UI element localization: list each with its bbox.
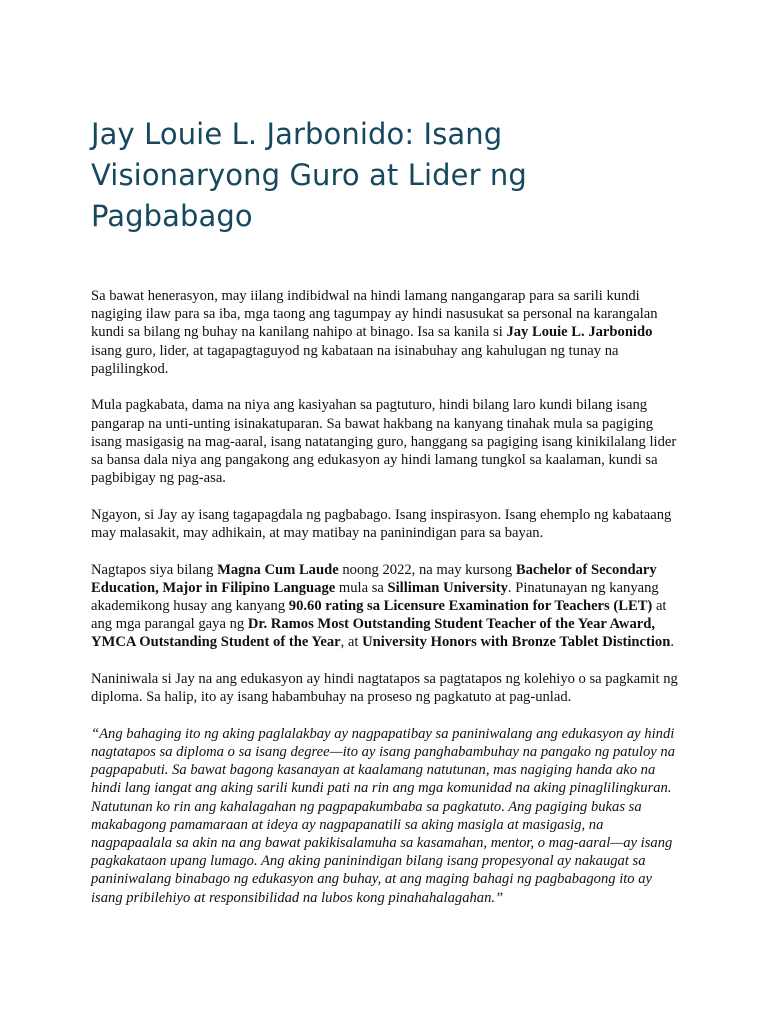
paragraph-belief: Naniniwala si Jay na ang edukasyon ay hindi nagtatapos sa pagtatapos ng kolehiyo o sa pagkamit ng diploma. Sa halip, ito ay isang habambuhay na proseso ng pagkatuto at pag-unlad. <box>91 671 678 706</box>
name-highlight: Jay Louie L. Jarbonido <box>506 324 653 341</box>
document-title: Jay Louie L. Jarbonido: Isang Visionaryong Guro at Lider ng Pagbabago <box>91 117 527 233</box>
paragraph-achievements: Nagtapos siya bilang Magna Cum Laude noong 2022, na may kursong Bachelor of Secondary Education, Major in Filipino Language mula sa Silliman University. Pinatunayan ng kanyang akademikong husay ang kanyang 90.60 rating sa Licensure Examination for Teachers (LET) at ang mga parangal gaya ng Dr. Ramos Most Outstanding Student Teacher of the Year Award, YMCA Outstanding Student of the Year, at University Honors with Bronze Tablet Distinction. <box>91 561 674 651</box>
quote-paragraph: “Ang bahaging ito ng aking paglalakbay ay nagpapatibay sa paniniwalang ang edukasyon ay hindi nagtatapos sa diploma o sa isang degree—ito ay isang panghabambuhay na pangako ng patuloy na pagpapabuti. Sa bawat bagong kasanayan at kaalamang natutunan, mas nagiging handa ako na hindi lang iangat ang aking sarili kundi pati na rin ang mga komunidad na aking pinaglilingkuran. Natutunan ko rin ang kahalagahan ng pagpapakumbaba sa pagkatuto. Ang pagiging bukas sa makabagong pamamaraan at ideya ay nagpapanatili sa aking masigla at masigasig, na nagpapaalala sa akin na ang bawat pakikisalamuha sa kasamahan, mentor, o mag-aaral—ay isang pagkakataon upang lumago. Ang aking paninindigan bilang isang propesyonal ay nakaugat sa paniniwalang binabago ng edukasyon ang buhay, at ang maging bahagi ng pagbabagong ito ay isang pribilehiyo at responsibilidad na lubos kong pinahahalagahan.” <box>91 725 675 906</box>
document-body <box>91 287 680 907</box>
paragraph-present: Ngayon, si Jay ay isang tagapagdala ng pagbabago. Isang inspirasyon. Isang ehemplo ng kabataang may malasakit, may adhikain, at may matibay na paninindigan para sa bayan. <box>91 506 672 542</box>
paragraph-intro: Sa bawat henerasyon, may iilang indibidwal na hindi lamang nangangarap para sa sarili kundi nagiging ilaw para sa iba, mga taong ang tagumpay ay hindi nasusukat sa personal na karangalan kundi sa bilang ng buhay na kanilang nahipo at binago. Isa sa kanila si Jay Louie L. Jarbonido isang guro, lider, at tagapagtaguyod ng kabataan na isinabuhay ang kahulugan ng tunay na paglilingkod. <box>91 288 658 377</box>
paragraph-childhood: Mula pagkabata, dama na niya ang kasiyahan sa pagtuturo, hindi bilang laro kundi bilang isang pangarap na unti-unting isinakatuparan. Sa bawat hakbang na kanyang tinahak mula sa pagiging isang masigasig na mag-aaral, isang natatanging guro, hanggang sa pagiging isang kinikilalang lider sa bansa dala niya ang pangakong ang edukasyon ay hindi lamang tungkol sa kaalaman, kundi sa pagbibigay ng pag-asa. <box>91 397 677 487</box>
